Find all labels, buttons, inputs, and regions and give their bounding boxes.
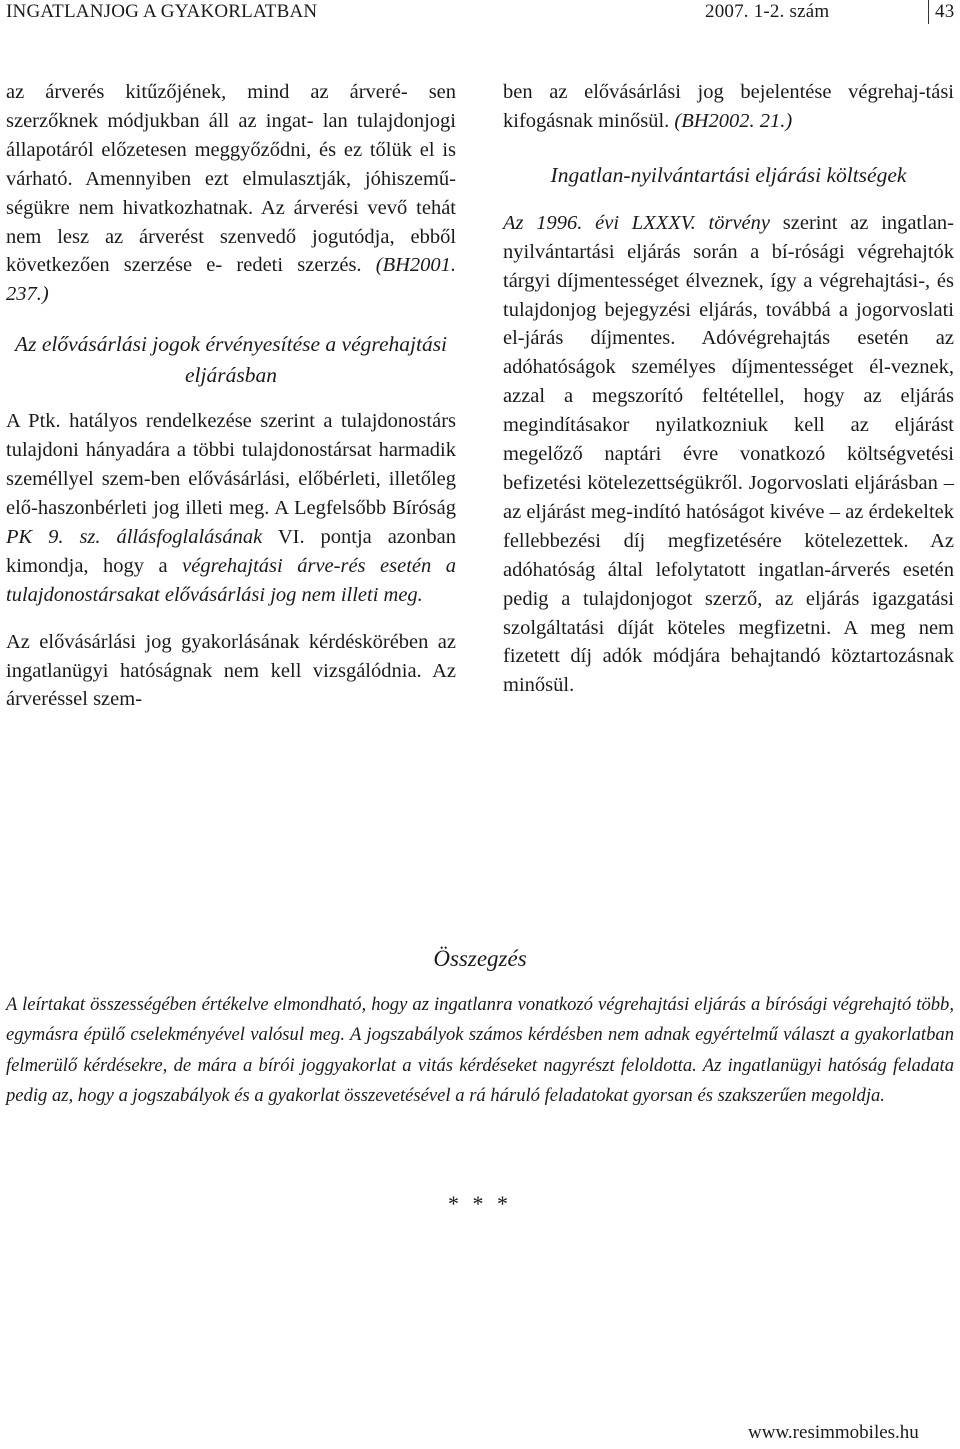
left-column: [6, 78, 456, 714]
right-paragraph-1: ben az elővásárlási jog bejelentése végrehaj-tási kifogásnak minősül. (BH2002. 21.): [503, 81, 954, 132]
page-number: 43: [928, 0, 954, 24]
issue-number: 2007. 1-2. szám: [705, 1, 830, 22]
right-column: [503, 78, 954, 700]
section-heading-preemption: Az elővásárlási jogok érvényesítése a végrehajtási eljárásban: [14, 332, 448, 388]
section-end-stars: * * *: [448, 1191, 512, 1216]
right-paragraph-2: Az 1996. évi LXXXV. törvény szerint az ingatlan-nyilvántartási eljárás során a bí-rósági végrehajtók tárgyi díjmentességet élveznek, így a végrehajtási-, és tulajdonjog bejegyzési eljárás, továbbá a jogorvoslati el-járás díjmentes. Adóvégrehajtás esetén az adóhatóságok személyes díjmentességet él-veznek, azzal a megszorító feltétellel, hogy az eljárás megindításakor nyilatkozniuk kell az eljárást megelőző naptári évre vonatkozó költségvetési befizetési kötelezettségükről. Jogorvoslati eljárásban – az eljárást meg-indító hatóságot kivéve – az érdekeltek fellebbezési díj megfizetésére kötelezettek. Az adóhatóság által lefolytatott ingatlan-árverés esetén pedig a tulajdonjogot szerző, az eljárás igazgatási szolgáltatási díját köteles megfizetni. A meg nem fizetett díj adók módjára behajtandó köztartozásnak minősül.: [503, 211, 955, 697]
section-heading-costs: Ingatlan-nyilvántartási eljárási költségek: [550, 162, 907, 187]
left-paragraph-2: A Ptk. hatályos rendelkezése szerint a tulajdonostárs tulajdoni hányadára a többi tulajdonostársat harmadik személlyel szem-ben elővásárlási, előbérleti, illetőleg elő-haszonbérleti jog illeti meg. A Legfelsőbb Bíróság PK 9. sz. állásfoglalásának VI. pontja azonban kimondja, hogy a végrehajtási árve-rés esetén a tulajdonostársakat elővásárlási jog nem illeti meg.: [6, 410, 456, 606]
summary-text: A leírtakat összességében értékelve elmondható, hogy az ingatlanra vonatkozó végrehajtási eljárás a bírósági végrehajtó több, egymásra épülő cselekményével valósul meg. A jogszabályok számos kérdésben nem adnak egyértelmű választ a gyakorlatban felmerülő kérdésekre, de mára a bírói joggyakorlat a vitás kérdéseket nagyrészt feloldotta. Az ingatlanügyi hatóság feladata pedig az, hogy a jogszabályok és a gyakorlat összevetésével a rá háruló feladatokat gyorsan és szakszerűen megoldja.: [6, 994, 954, 1106]
left-paragraph-1: az árverés kitűzőjének, mind az árveré- sen szerzőknek módjukban áll az ingat- lan tulajdonjogi állapotáról előzetesen meggyőződni, és ez tőlük el is várható. Amennyiben ezt elmulasztják, jóhiszemű- ségükre nem hivatkozhatnak. Az árverési vevő tehát nem lesz az árverést szenvedő jogutódja, ebből következően szerzése e- redeti szerzés. (BH2001. 237.): [6, 81, 457, 306]
left-paragraph-3: Az elővásárlási jog gyakorlásának kérdéskörében az ingatlanügyi hatóságnak nem kell vizsgálódnia. Az árveréssel szem-: [6, 630, 456, 711]
journal-title: INGATLANJOG A GYAKORLATBAN: [6, 1, 318, 22]
footer-url: www.resimmobiles.hu: [748, 1422, 919, 1443]
running-header: [0, 0, 960, 26]
summary-title: Összegzés: [433, 946, 527, 971]
